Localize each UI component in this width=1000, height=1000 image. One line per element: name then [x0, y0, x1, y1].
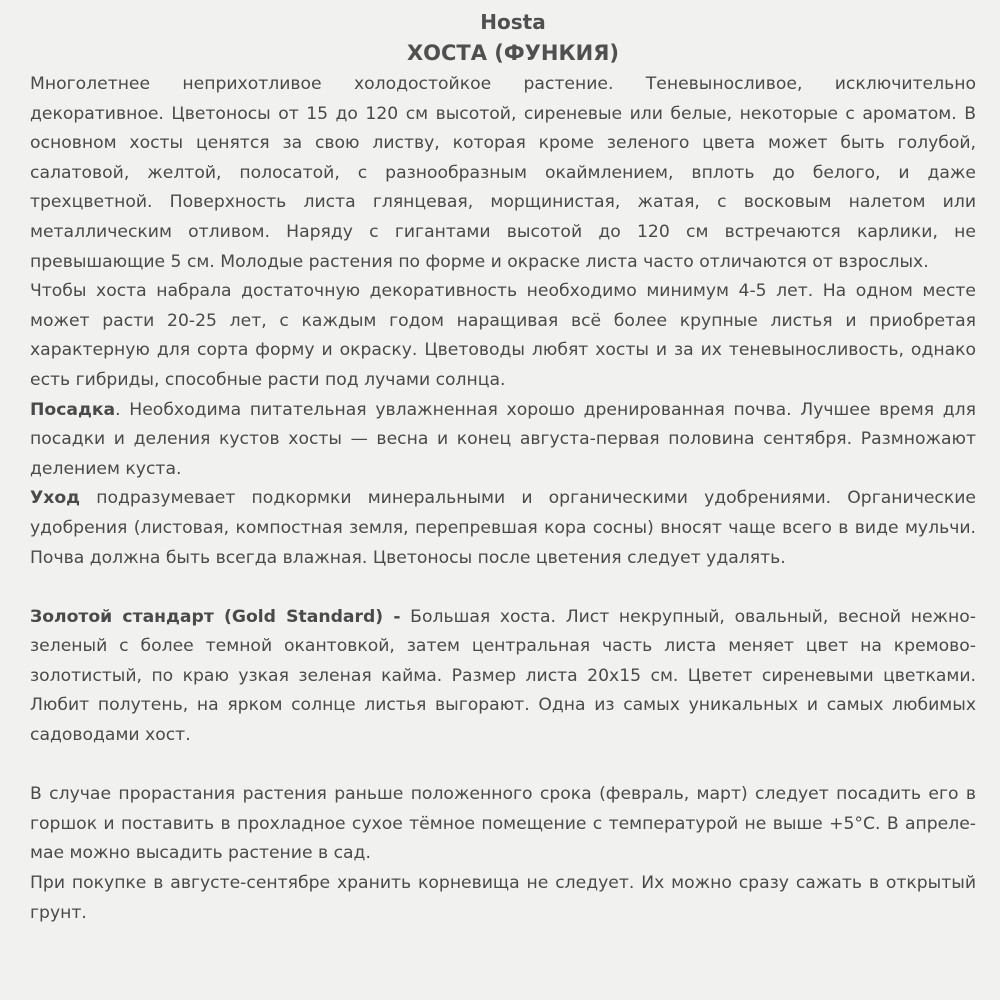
sprouting-paragraph: В случае прорастания растения раньше положенного срока (февраль, март) следует посадить его в горшок и поставить в прохладное сухое тёмное помещение с температурой не выше +5°С. В апреле-мае можно высадить растение в сад. — [30, 784, 976, 864]
intro-paragraph: Многолетнее неприхотливое холодостойкое растение. Теневыносливое, исключительно декоративное. Цветоносы от 15 до 120 см высотой, сиреневые или белые, некоторые с ароматом. В основном хосты ценятся за свою листву, которая кроме зеленого цвета может быть голубой, салатовой, желтой, полосатой, с разнообразным окаймлением, вплоть до белого, и даже трехцветной. Поверхность листа глянцевая, морщинистая, жатая, с восковым налетом или металлическим отливом. Наряду с гигантами высотой до 120 см встречаются карлики, не превышающие 5 см. Молодые растения по форме и окраске листа часто отличаются от взрослых. — [30, 74, 976, 272]
variety-text: Большая хоста. Лист некрупный, овальный, весной нежно-зеленый с более темной окантовкой, затем центральная часть листа меняет цвет на кремово-золотистый, по краю узкая зеленая кайма. Размер листа 20х15 см. Цветет сиреневыми цветками. Любит полутень, на ярком солнце листья выгорают. Одна из самых уникальных и самых любимых садоводами хост. — [30, 606, 976, 746]
title-russian: ХОСТА (ФУНКИЯ) — [406, 41, 620, 65]
variety-paragraph — [30, 603, 976, 751]
planting-heading: Посадка — [30, 399, 116, 420]
title-block — [30, 8, 976, 70]
decor-paragraph: Чтобы хоста набрала достаточную декоративность необходимо минимум 4-5 лет. На одном месте может расти 20-25 лет, с каждым годом наращивая всё более крупные листья и приобретая характерную для сорта форму и окраску. Цветоводы любят хосты и за их теневыносливость, однако есть гибриды, способные расти под лучами солнца. — [30, 281, 976, 390]
care-heading: Уход — [30, 488, 81, 509]
spacer — [30, 573, 976, 603]
variety-heading: Золотой стандарт (Gold Standard) - — [30, 606, 401, 627]
title-latin: Hosta — [480, 10, 546, 34]
planting-paragraph — [30, 396, 976, 485]
care-text: подразумевает подкормки минеральными и органическими удобрениями. Органические удобрения (листовая, компостная земля, перепревшая кора сосны) вносят чаще всего в виде мульчи. Почва должна быть всегда влажная. Цветоносы после цветения следует удалять. — [30, 488, 976, 568]
spacer — [30, 751, 976, 781]
planting-text: . Необходима питательная увлажненная хорошо дренированная почва. Лучшее время для посадки и деления кустов хосты — весна и конец августа-первая половина сентября. Размножают делением куста. — [30, 399, 976, 479]
care-paragraph — [30, 484, 976, 573]
autumn-paragraph: При покупке в августе-сентябре хранить корневища не следует. Их можно сразу сажать в открытый грунт. — [30, 873, 976, 923]
